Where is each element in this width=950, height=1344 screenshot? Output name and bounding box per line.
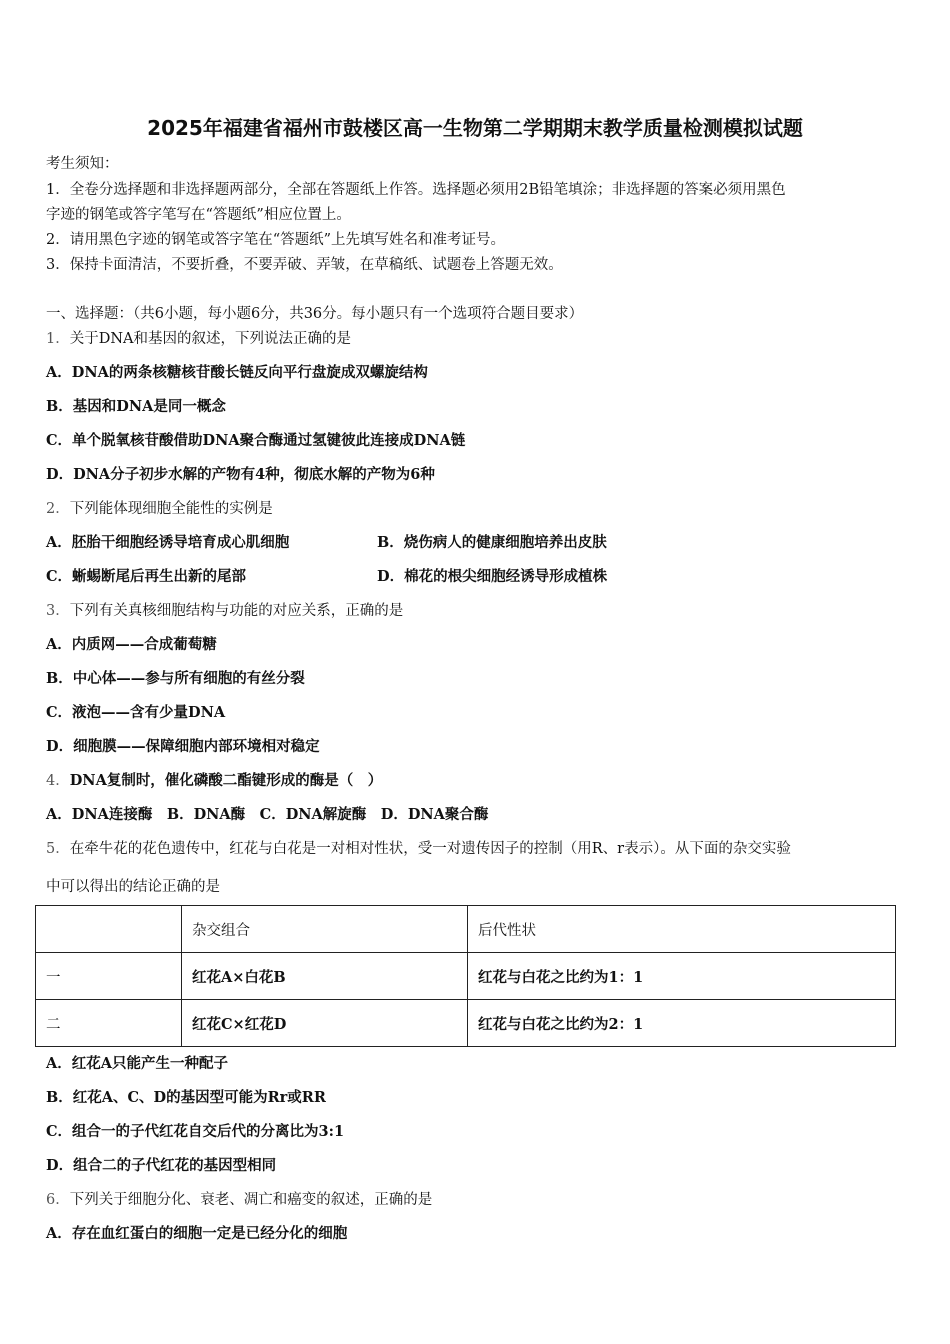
notice-item: 3．保持卡面清洁，不要折叠，不要弄破、弄皱，在草稿纸、试题卷上答题无效。	[46, 257, 563, 273]
option-c: C．组合一的子代红花自交后代的分离比为3:1	[46, 1123, 345, 1140]
option-c: C．单个脱氧核苷酸借助DNA聚合酶通过氢键彼此连接成DNA链	[46, 432, 466, 449]
option-d: D．棉花的根尖细胞经诱导形成植株	[377, 568, 608, 585]
question-number: 1．	[46, 331, 70, 347]
table-cell: 红花C×红花D	[182, 1000, 468, 1047]
option-a: A．胚胎干细胞经诱导培育成心肌细胞	[46, 534, 290, 551]
option-d: D．细胞膜——保障细胞内部环境相对稳定	[46, 738, 320, 755]
option-b: B．基因和DNA是同一概念	[46, 398, 226, 415]
question-stem	[46, 1188, 432, 1209]
table-header-cell	[36, 906, 182, 953]
table-cell: 红花与白花之比约为2：1	[468, 1000, 896, 1047]
notice-item: 1．全卷分选择题和非选择题两部分，全部在答题纸上作答。选择题必须用2B铅笔填涂；非选择题的答案必须用黑色	[46, 182, 786, 198]
table-cell: 红花与白花之比约为1：1	[468, 953, 896, 1000]
page-title: 2025年福建省福州市鼓楼区高一生物第二学期期末教学质量检测模拟试题	[147, 116, 803, 140]
notice-heading: 考生须知：	[46, 156, 119, 172]
notice-item: 字迹的钢笔或答字笔写在“答题纸”相应位置上。	[46, 207, 351, 223]
option-d: D．DNA分子初步水解的产物有4种，彻底水解的产物为6种	[46, 466, 435, 483]
table-cell: 二	[36, 1000, 182, 1047]
question-text: 在牵牛花的花色遗传中，红花与白花是一对相对性状，受一对遗传因子的控制（用R、r表示）。从下面的杂交实验	[69, 841, 791, 857]
option-a: A．内质网——合成葡萄糖	[46, 636, 217, 653]
table-header-row	[36, 906, 896, 953]
cross-table	[35, 905, 896, 1047]
question-text: 下列关于细胞分化、衰老、凋亡和癌变的叙述，正确的是	[69, 1192, 433, 1208]
option-a: A．存在血红蛋白的细胞一定是已经分化的细胞	[46, 1225, 348, 1242]
question-stem	[46, 327, 351, 348]
question-number: 5．	[46, 841, 70, 857]
question-text: 下列能体现细胞全能性的实例是	[69, 501, 273, 517]
question-text: 关于DNA和基因的叙述，下列说法正确的是	[69, 331, 352, 347]
option-a: A．红花A只能产生一种配子	[46, 1055, 228, 1072]
table-header-cell: 杂交组合	[182, 906, 468, 953]
question-text-continued: 中可以得出的结论正确的是	[46, 879, 220, 895]
table-row	[36, 1000, 896, 1047]
table-row	[36, 953, 896, 1000]
table-cell: 一	[36, 953, 182, 1000]
question-number: 6．	[46, 1192, 70, 1208]
question-stem	[46, 497, 273, 518]
option-d: D．组合二的子代红花的基因型相同	[46, 1157, 277, 1174]
option-b: B．烧伤病人的健康细胞培养出皮肤	[377, 534, 607, 551]
question-number: 3．	[46, 603, 70, 619]
question-stem	[46, 599, 403, 620]
options-inline: A．DNA连接酶 B．DNA酶 C．DNA解旋酶 D．DNA聚合酶	[46, 806, 489, 823]
question-stem	[46, 837, 791, 858]
option-c: C．蜥蜴断尾后再生出新的尾部	[46, 568, 247, 585]
question-number: 2．	[46, 501, 70, 517]
question-number: 4．	[46, 773, 70, 789]
question-text: DNA复制时，催化磷酸二酯键形成的酶是（ ）	[69, 772, 383, 789]
table-cell: 红花A×白花B	[182, 953, 468, 1000]
table-header-cell: 后代性状	[468, 906, 896, 953]
question-text: 下列有关真核细胞结构与功能的对应关系，正确的是	[69, 603, 404, 619]
option-b: B．红花A、C、D的基因型可能为Rr或RR	[46, 1089, 326, 1106]
question-stem	[46, 769, 382, 790]
option-c: C．液泡——含有少量DNA	[46, 704, 226, 721]
section-heading: 一、选择题：（共6小题，每小题6分，共36分。每小题只有一个选项符合题目要求）	[46, 306, 584, 322]
option-b: B．中心体——参与所有细胞的有丝分裂	[46, 670, 305, 687]
notice-item: 2．请用黑色字迹的钢笔或答字笔在“答题纸”上先填写姓名和准考证号。	[46, 232, 506, 248]
option-a: A．DNA的两条核糖核苷酸长链反向平行盘旋成双螺旋结构	[46, 364, 428, 381]
